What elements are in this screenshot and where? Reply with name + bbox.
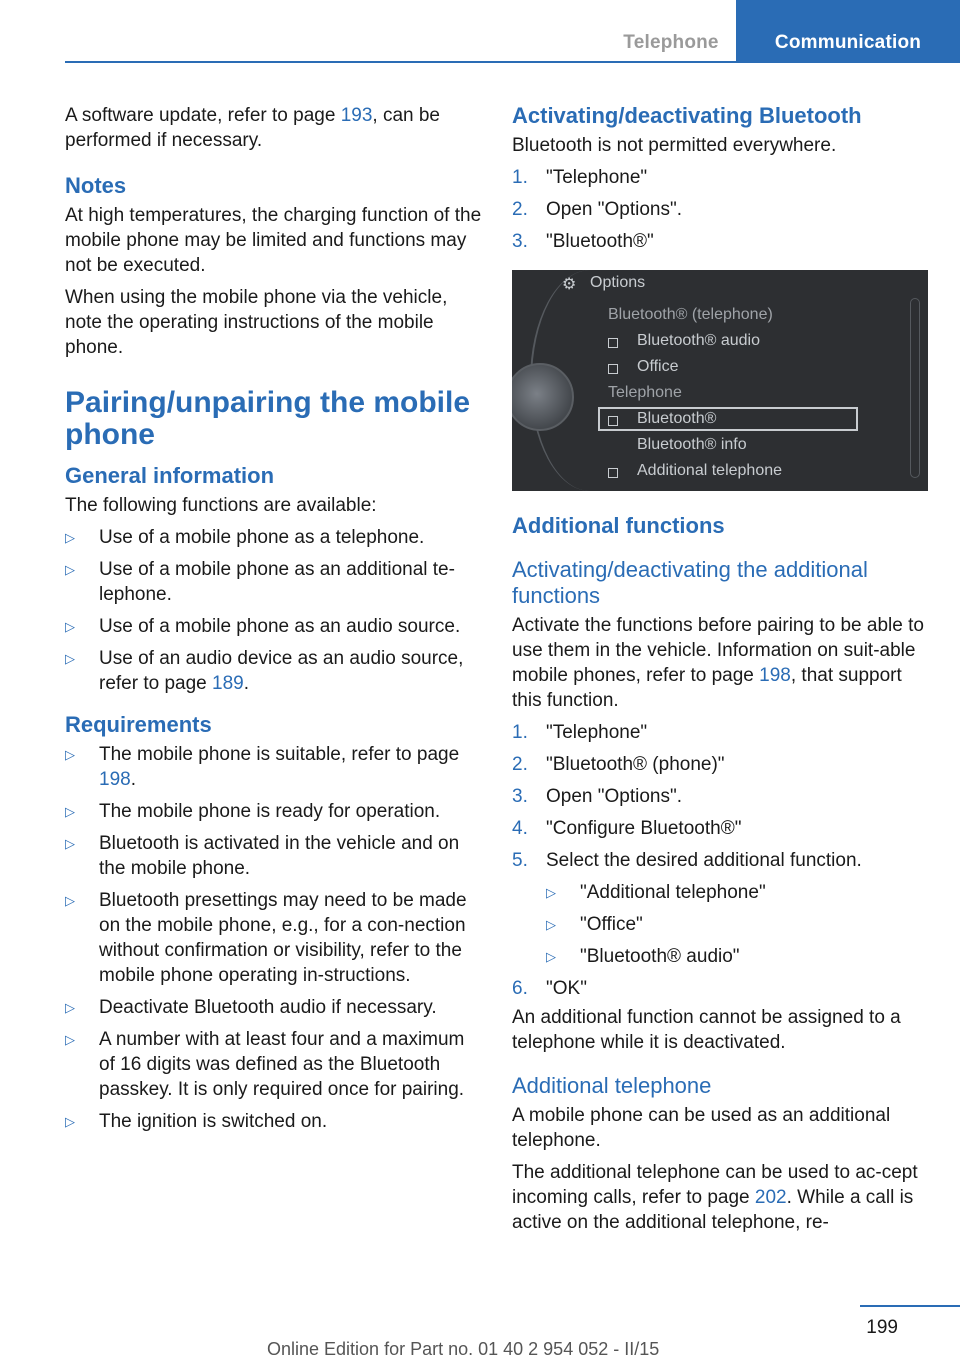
list-item: ▷ Use of a mobile phone as an audio source. xyxy=(65,616,461,637)
list-item: ▷ Bluetooth presettings may need to be made on the mobile phone, e.g., for a con‐nection without confirmation or visibility, refer to the mobile phone operating in‐structions. xyxy=(65,890,467,986)
list-item: ▷ Use of an audio device as an audio source, refer to page 189. xyxy=(65,648,464,694)
list-item: 2. Open "Options". xyxy=(512,199,683,220)
additional-function-options xyxy=(546,880,932,969)
screen-row: Bluetooth® xyxy=(637,410,717,427)
right-column xyxy=(512,103,932,1242)
triangle-bullet-icon: ▷ xyxy=(65,836,75,851)
list-item: ▷ "Bluetooth® audio" xyxy=(546,946,740,967)
page-footer xyxy=(0,1305,960,1362)
activate-note: An additional function cannot be assigned to a telephone while it is deactivated. xyxy=(512,1007,901,1053)
screen-row: Bluetooth® audio xyxy=(637,332,760,349)
options-icon: ⚙ xyxy=(562,276,577,293)
left-column xyxy=(65,103,485,1144)
footer-rule xyxy=(860,1305,960,1307)
header-rule xyxy=(65,61,960,63)
triangle-bullet-icon: ▷ xyxy=(65,1000,75,1015)
triangle-bullet-icon: ▷ xyxy=(546,949,556,964)
page-number: 199 xyxy=(866,1317,898,1338)
activate-intro: Activate the functions before pairing to be able to use them in the vehicle. Information on suit‐able mobile phones, refer to page 198, that support this function. xyxy=(512,615,924,711)
list-item: 4. "Configure Bluetooth®" xyxy=(512,818,742,839)
general-info-intro: The following functions are available: xyxy=(65,495,377,516)
list-item: 1. "Telephone" xyxy=(512,167,648,188)
additional-telephone-p1: A mobile phone can be used as an additional telephone. xyxy=(512,1105,891,1151)
section-tab-telephone[interactable]: Telephone xyxy=(623,32,719,53)
triangle-bullet-icon: ▷ xyxy=(546,885,556,900)
screen-row: Bluetooth® (telephone) xyxy=(608,306,773,323)
screen-title: Options xyxy=(590,274,646,291)
triangle-bullet-icon: ▷ xyxy=(546,917,556,932)
list-item: 3. "Bluetooth®" xyxy=(512,231,654,252)
triangle-bullet-icon: ▷ xyxy=(65,747,75,762)
checkbox-checked-icon xyxy=(608,364,618,374)
list-item: 2. "Bluetooth® (phone)" xyxy=(512,754,725,775)
page-ref-193[interactable]: 193 xyxy=(340,105,373,126)
screen-row: Telephone xyxy=(608,384,682,401)
list-item: 5. Select the desired additional function. ▷ "Additional telephone" ▷ "Office" ▷ "Bluetooth® audio" xyxy=(512,848,932,969)
triangle-bullet-icon: ▷ xyxy=(65,804,75,819)
list-item: ▷ Use of a mobile phone as an additional te‐lephone. xyxy=(65,559,455,605)
checkbox-icon xyxy=(608,468,618,478)
options-screen-image xyxy=(512,270,928,491)
list-item: 3. Open "Options". xyxy=(512,786,683,807)
triangle-bullet-icon: ▷ xyxy=(65,1032,75,1047)
triangle-bullet-icon: ▷ xyxy=(65,651,75,666)
list-item: ▷ Use of a mobile phone as a telephone. xyxy=(65,527,425,548)
screen-scrollbar xyxy=(910,298,920,478)
list-item: 1. "Telephone" xyxy=(512,722,648,743)
page-ref-198[interactable]: 198 xyxy=(99,769,131,790)
list-item: ▷ "Office" xyxy=(546,914,643,935)
general-info-heading: General information xyxy=(65,463,275,488)
notes-paragraph-1: At high temperatures, the charging function of the mobile phone may be limited and functions may not be executed. xyxy=(65,205,482,276)
page-ref-198[interactable]: 198 xyxy=(759,665,791,686)
screen-row: Office xyxy=(637,358,679,375)
notes-heading: Notes xyxy=(65,173,127,198)
list-item: ▷ The mobile phone is suitable, refer to page 198. xyxy=(65,744,460,790)
list-item: ▷ A number with at least four and a maximum of 16 digits was defined as the Bluetooth passkey. It is only required once for pairing. xyxy=(65,1029,465,1100)
page-ref-189[interactable]: 189 xyxy=(212,673,244,694)
bluetooth-heading: Activating/deactivating Bluetooth xyxy=(512,103,862,128)
functions-list xyxy=(65,525,485,696)
additional-telephone-p2: The additional telephone can be used to ac‐cept incoming calls, refer to page 202. While a call is active on the additional telephone, re‐ xyxy=(512,1162,918,1233)
triangle-bullet-icon: ▷ xyxy=(65,562,75,577)
bluetooth-steps xyxy=(512,165,932,254)
list-item: ▷ Deactivate Bluetooth audio if necessary. xyxy=(65,997,437,1018)
list-item: ▷ "Additional telephone" xyxy=(546,882,766,903)
intro-paragraph: A software update, refer to page 193, can be performed if necessary. xyxy=(65,105,440,151)
list-item: ▷ Bluetooth is activated in the vehicle and on the mobile phone. xyxy=(65,833,460,879)
main-heading: Pairing/unpairing the mobile phone xyxy=(65,386,471,451)
page-ref-202[interactable]: 202 xyxy=(754,1187,787,1208)
screen-row: Bluetooth® info xyxy=(637,436,747,453)
screen-row: Additional telephone xyxy=(637,462,783,479)
edition-note: Online Edition for Part no. 01 40 2 954 052 - II/15 xyxy=(267,1339,660,1359)
additional-functions-heading: Additional functions xyxy=(512,513,725,538)
triangle-bullet-icon: ▷ xyxy=(65,893,75,908)
bluetooth-intro: Bluetooth is not permitted everywhere. xyxy=(512,135,837,156)
activate-steps xyxy=(512,720,932,1001)
checkbox-checked-icon xyxy=(608,416,618,426)
requirements-list xyxy=(65,742,485,1134)
checkbox-icon xyxy=(608,338,618,348)
list-item: ▷ The ignition is switched on. xyxy=(65,1111,328,1132)
triangle-bullet-icon: ▷ xyxy=(65,619,75,634)
list-item: 6. "OK" xyxy=(512,978,587,999)
list-item: ▷ The mobile phone is ready for operation. xyxy=(65,801,441,822)
triangle-bullet-icon: ▷ xyxy=(65,530,75,545)
requirements-heading: Requirements xyxy=(65,712,212,737)
chapter-tab-communication[interactable]: Communication xyxy=(736,0,960,61)
additional-telephone-heading: Additional telephone xyxy=(512,1073,712,1098)
notes-paragraph-2: When using the mobile phone via the vehicle, note the operating instructions of the mobile phone. xyxy=(65,287,448,358)
page-header xyxy=(0,0,960,64)
activate-additional-heading: Activating/deactivating the additional functions xyxy=(512,557,868,608)
triangle-bullet-icon: ▷ xyxy=(65,1114,75,1129)
